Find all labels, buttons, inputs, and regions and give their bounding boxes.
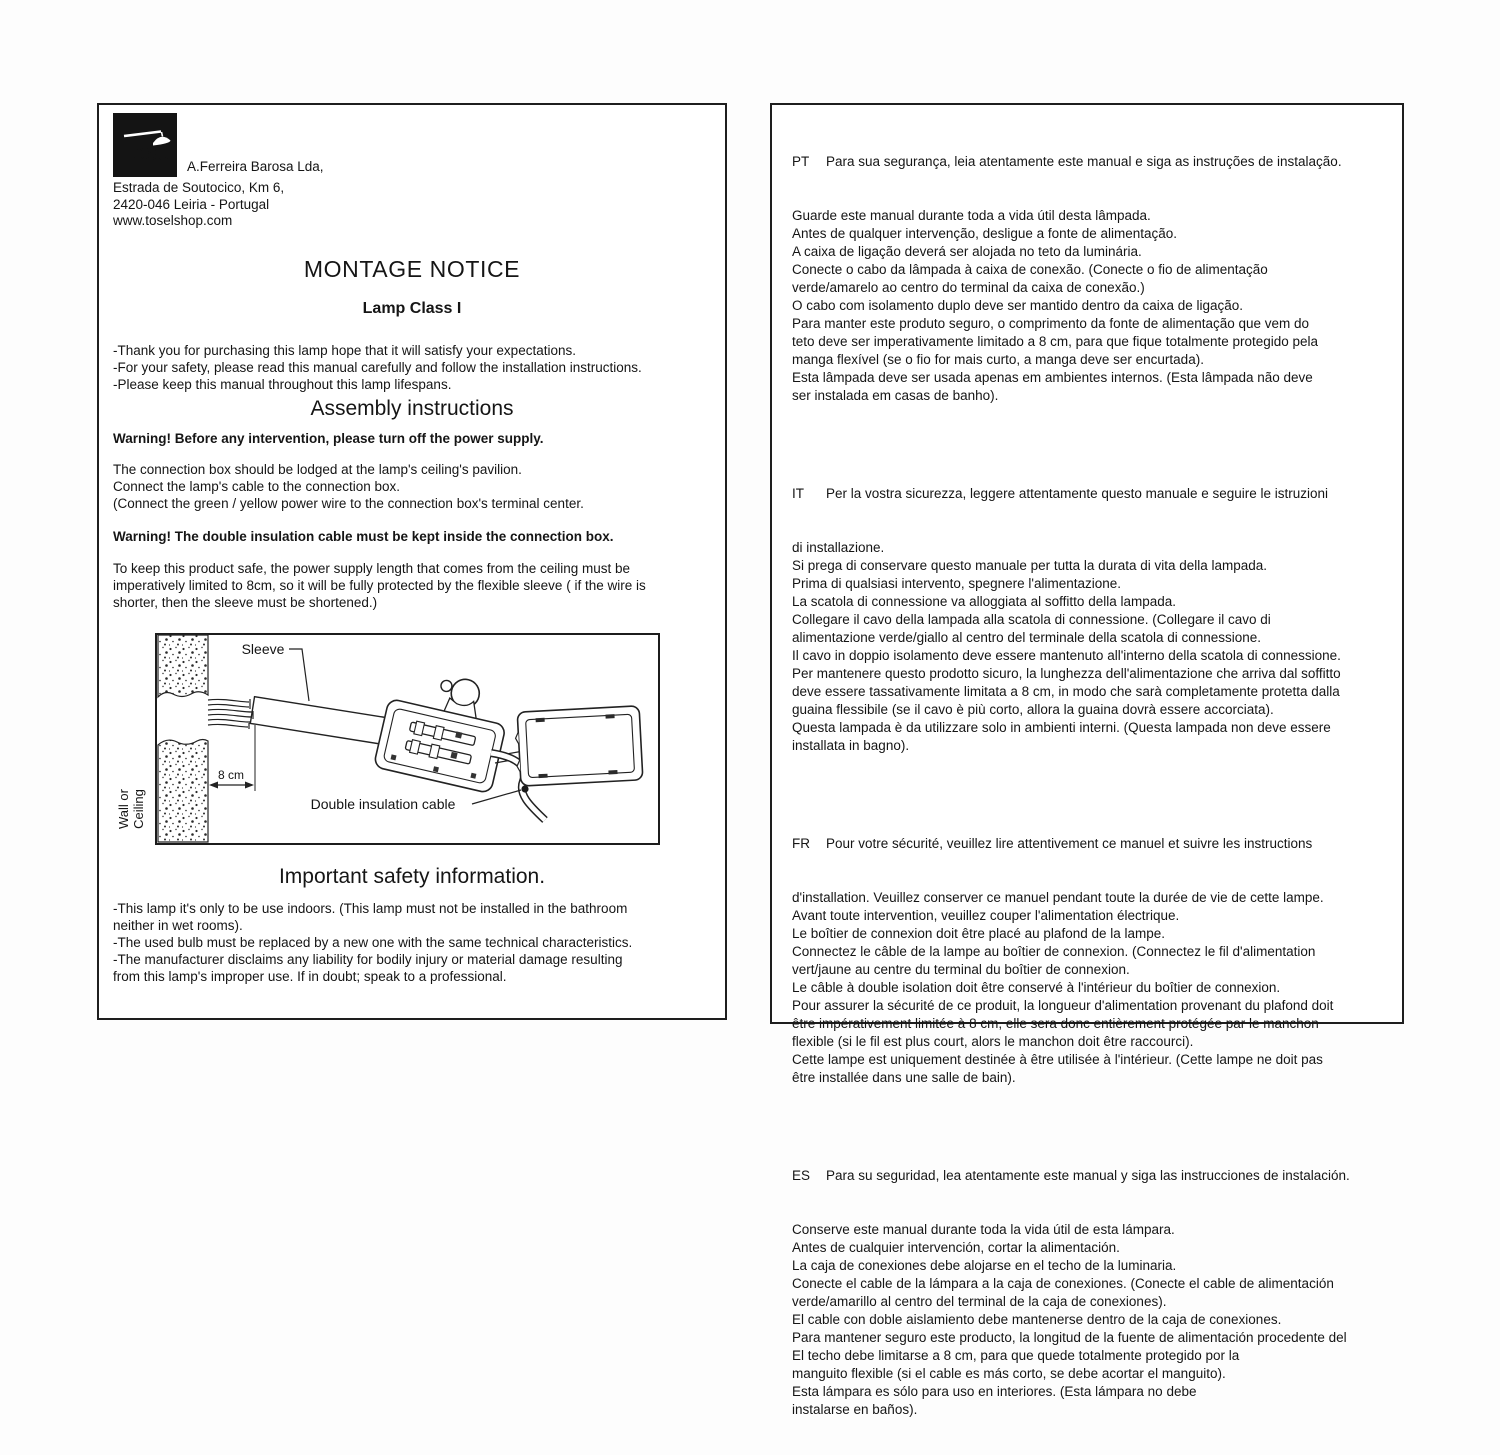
text-line: installata in bagno). (792, 738, 910, 753)
text-line: Per mantenere questo prodotto sicuro, la lunghezza dell'alimentazione che arriva dal soffitto (792, 666, 1341, 681)
text-line: être impérativement limitée à 8 cm, elle sera donc entièrement protégée par le manchon (792, 1016, 1319, 1031)
text-line: -The manufacturer disclaims any liability for bodily injury or material damage resulting (113, 951, 623, 967)
text-line: A caixa de ligação deverá ser alojada no teto da luminária. (792, 244, 1142, 259)
text-line: Le boîtier de connexion doit être placé au plafond de la lampe. (792, 926, 1166, 941)
text-line: Para manter este produto seguro, o comprimento da fonte de alimentação que vem do (792, 316, 1310, 331)
text-line: manga flexível (se o fio for mais curto, a manga deve ser encurtada). (792, 352, 1204, 367)
section-body (792, 539, 1392, 755)
text-line: -The used bulb must be replaced by a new one with the same technical characteristics. (113, 934, 633, 950)
text-line: Antes de cualquier intervención, cortar la alimentación. (792, 1240, 1120, 1255)
text-line: To keep this product safe, the power supply length that comes from the ceiling must be (113, 560, 631, 576)
safety-information-heading: Important safety information. (278, 864, 546, 888)
text-line: Collegare il cavo della lampada alla scatola di connessione. (Collegare il cavo di (792, 612, 1271, 627)
dimension-8cm-label: 8 cm (217, 767, 245, 782)
text-line: Antes de qualquer intervenção, desligue a fonte de alimentação. (792, 226, 1178, 241)
section-body (792, 207, 1392, 405)
text-line: teto deve ser imperativamente limitado a 8 cm, para que fique totalmente protegido pela (792, 334, 1319, 349)
text-line: Conecte el cable de la lámpara a la caja de conexiones. (Conecte el cable de alimentación (792, 1276, 1334, 1291)
text-line: Para mantener seguro este producto, la longitud de la fuente de alimentación procedente del (792, 1330, 1347, 1345)
text-line: www.toselshop.com (113, 213, 233, 228)
translations-page (770, 103, 1404, 1417)
text-line: neither in wet rooms). (113, 917, 243, 933)
text-line: être installée dans une salle de bain). (792, 1070, 1016, 1085)
text-line: manguito flexible (si el cable es más corto, se debe acortar el manguito). (792, 1366, 1226, 1381)
text-line: Avant toute intervention, veuillez couper l'alimentation électrique. (792, 908, 1180, 923)
section-first-line: Para sua segurança, leia atentamente este manual e siga as instruções de instalação. (826, 154, 1342, 169)
text-line: Si prega di conservare questo manuale per tutta la durata di vita della lampada. (792, 558, 1268, 573)
text-line (792, 1167, 1392, 1185)
language-section-fr (792, 799, 1392, 1123)
text-line: verde/amarillo al centro del terminal de la caja de conexiones). (792, 1294, 1167, 1309)
company-name: A.Ferreira Barosa Lda, (187, 159, 324, 174)
assembly-diagram (116, 633, 660, 845)
text-line: Questa lampada è da utilizzare solo in ambienti interni. (Questa lampada non deve essere (792, 720, 1331, 735)
text-line: alimentazione verde/giallo al centro del terminale della scatola di connessione. (792, 630, 1262, 645)
text-line: ser instalada em casas de banho). (792, 388, 999, 403)
assembly-diagram-drawing (155, 633, 660, 845)
safety-paragraph (113, 900, 711, 985)
text-line: Ceiling (131, 788, 146, 829)
text-line: -Thank you for purchasing this lamp hope that it will satisfy your expectations. (113, 342, 576, 358)
text-line: Connectez le câble de la lampe au boîtier de connexion. (Connectez le fil d'alimentation (792, 944, 1316, 959)
text-line: O cabo com isolamento duplo deve ser mantido dentro da caixa de ligação. (792, 298, 1244, 313)
language-code-fr: FR (792, 836, 810, 851)
text-line: deve essere tassativamente limitata a 8 cm, in modo che sarà completamente protetta dalla (792, 684, 1340, 699)
english-instructions-page (97, 103, 727, 1020)
company-address (113, 180, 711, 230)
section-body (792, 889, 1392, 1087)
double-insulation-cable-label: Double insulation cable (310, 795, 456, 812)
text-line: Estrada de Soutocico, Km 6, (113, 180, 285, 195)
page-title: MONTAGE NOTICE (303, 255, 521, 282)
text-line (792, 153, 1392, 171)
section-first-line: Para su seguridad, lea atentamente este manual y siga las instrucciones de instalación. (826, 1168, 1350, 1183)
logo-text: Tosel (121, 139, 175, 165)
text-line: -This lamp it's only to be use indoors. (This lamp must not be installed in the bathroom (113, 900, 628, 916)
text-line: vert/jaune au centre du terminal du boîtier de connexion. (792, 962, 1130, 977)
intro-paragraph (113, 342, 711, 393)
text-line: Connect the lamp's cable to the connection box. (113, 478, 401, 494)
sleeve-label: Sleeve (241, 640, 285, 657)
text-line: Wall or (116, 788, 131, 829)
text-line: verde/amarelo ao centro do terminal da caixa de conexão.) (792, 280, 1145, 295)
text-line: Conecte o cabo da lâmpada à caixa de conexão. (Conecte o fio de alimentação (792, 262, 1268, 277)
text-line: Le câble à double isolation doit être conservé à l'intérieur du boîtier de connexion. (792, 980, 1281, 995)
text-line: La caja de conexiones debe alojarse en el techo de la luminaria. (792, 1258, 1177, 1273)
text-line (792, 485, 1392, 503)
language-section-pt (792, 117, 1392, 441)
text-line: d'installation. Veuillez conserver ce manuel pendant toute la durée de vie de cette lampe. (792, 890, 1324, 905)
text-line: Pour assurer la sécurité de ce produit, la longueur d'alimentation provenant du plafond doit (792, 998, 1334, 1013)
text-line: flexible (si le fil est plus court, alors le manchon doit être raccourci). (792, 1034, 1194, 1049)
text-line: Esta lámpara es sólo para uso en interiores. (Esta lámpara no debe (792, 1384, 1197, 1399)
text-line: Conserve este manual durante toda la vida útil de esta lámpara. (792, 1222, 1175, 1237)
text-line: -Please keep this manual throughout this lamp lifespans. (113, 376, 452, 392)
section-body (792, 1221, 1392, 1419)
language-code-it: IT (792, 486, 804, 501)
power-warning: Warning! Before any intervention, please turn off the power supply. (113, 430, 544, 446)
section-first-line: Pour votre sécurité, veuillez lire attentivement ce manuel et suivre les instructions (826, 836, 1313, 851)
language-code-es: ES (792, 1168, 811, 1183)
text-line: El techo debe limitarse a 8 cm, para que quede totalmente protegido por la (792, 1348, 1240, 1363)
text-line: Il cavo in doppio isolamento deve essere mantenuto all'interno della scatola di connessione. (792, 648, 1341, 663)
text-line: -For your safety, please read this manual carefully and follow the installation instructions. (113, 359, 642, 375)
text-line: guaina flessibile (se il cavo è più corto, allora la guaina dovrà essere accorciata). (792, 702, 1274, 717)
wall-or-ceiling-label (116, 764, 148, 854)
text-line: La scatola di connessione va alloggiata al soffitto della lampada. (792, 594, 1177, 609)
text-line: di installazione. (792, 540, 885, 555)
text-line: Esta lâmpada deve ser usada apenas em ambientes internos. (Esta lâmpada não deve (792, 370, 1313, 385)
text-line: Guarde este manual durante toda a vida útil desta lâmpada. (792, 208, 1151, 223)
language-code-pt: PT (792, 154, 810, 169)
text-line: 2420-046 Leiria - Portugal (113, 196, 270, 212)
language-section-it (792, 449, 1392, 791)
keep-safe-paragraph (113, 560, 711, 611)
text-line: from this lamp's improper use. If in doubt; speak to a professional. (113, 968, 507, 984)
text-line: The connection box should be lodged at the lamp's ceiling's pavilion. (113, 461, 522, 477)
text-line: Cette lampe est uniquement destinée à être utilisée à l'intérieur. (Cette lampe ne doit pas (792, 1052, 1323, 1067)
brand-header (113, 113, 711, 177)
text-line: (Connect the green / yellow power wire to the connection box's terminal center. (113, 495, 584, 511)
language-section-es (792, 1131, 1392, 1455)
text-line: imperatively limited to 8cm, so it will be fully protected by the flexible sleeve ( if the wire is (113, 577, 646, 593)
text-line: Prima di qualsiasi intervento, spegnere l'alimentazione. (792, 576, 1122, 591)
text-line: El cable con doble aislamiento debe mantenerse dentro de la caja de conexiones. (792, 1312, 1282, 1327)
section-first-line: Per la vostra sicurezza, leggere attentamente questo manuale e seguire le istruzioni (826, 486, 1329, 501)
text-line: shorter, then the sleeve must be shortened.) (113, 594, 378, 610)
assembly-instructions-heading: Assembly instructions (310, 396, 514, 420)
insulation-warning: Warning! The double insulation cable must be kept inside the connection box. (113, 528, 614, 544)
lamp-class-subtitle: Lamp Class I (362, 299, 462, 317)
connection-box-paragraph (113, 461, 711, 512)
text-line: instalarse en baños). (792, 1402, 918, 1417)
tosel-logo-icon (113, 113, 177, 177)
text-line (792, 835, 1392, 853)
